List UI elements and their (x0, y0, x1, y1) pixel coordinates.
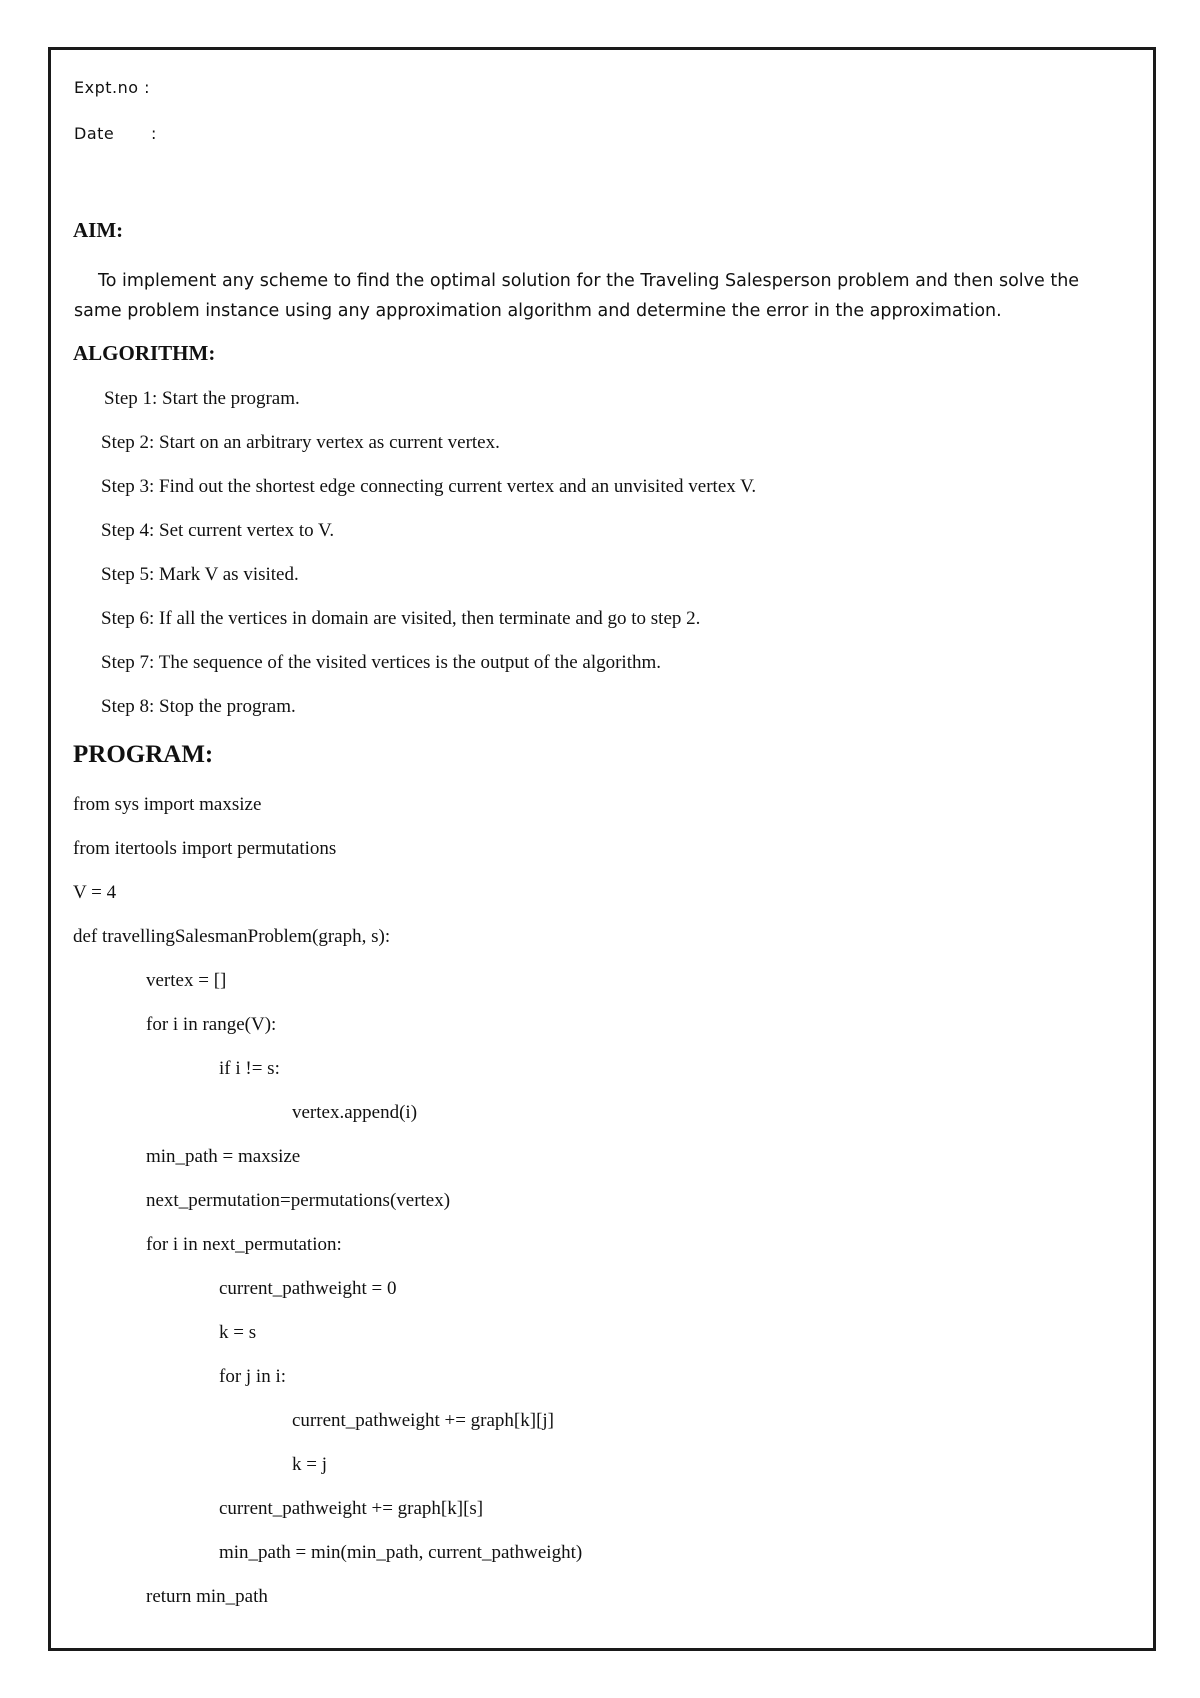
code-line: vertex.append(i) (292, 1102, 418, 1123)
code-line: current_pathweight += graph[k][s] (219, 1498, 484, 1519)
algorithm-step: Step 8: Stop the program. (101, 696, 296, 717)
date-label: Date (74, 124, 115, 143)
code-line: k = s (219, 1322, 257, 1343)
date-colon: : (151, 124, 157, 143)
code-line: min_path = min(min_path, current_pathweight) (219, 1542, 583, 1563)
algorithm-step: Step 4: Set current vertex to V. (101, 520, 335, 541)
code-line: from sys import maxsize (73, 794, 262, 815)
algorithm-step: Step 5: Mark V as visited. (101, 564, 299, 585)
code-line: from itertools import permutations (73, 838, 337, 859)
aim-heading: AIM: (73, 218, 124, 242)
algorithm-step: Step 1: Start the program. (104, 388, 300, 409)
code-line: for i in range(V): (146, 1014, 277, 1035)
algorithm-step: Step 7: The sequence of the visited vertices is the output of the algorithm. (101, 652, 662, 673)
code-line: V = 4 (73, 882, 117, 903)
code-line: min_path = maxsize (146, 1146, 301, 1167)
code-line: next_permutation=permutations(vertex) (146, 1190, 451, 1211)
expt-no-label: Expt.no : (74, 78, 150, 97)
code-line: current_pathweight = 0 (219, 1278, 397, 1299)
algorithm-heading: ALGORITHM: (73, 341, 216, 365)
algorithm-step: Step 3: Find out the shortest edge connecting current vertex and an unvisited vertex V. (101, 476, 757, 497)
code-line: return min_path (146, 1586, 268, 1607)
aim-paragraph: To implement any scheme to find the optimal solution for the Traveling Salesperson problem and then solve the same problem instance using any approximation algorithm and determine the error in the approximation. (74, 271, 1080, 321)
code-line: current_pathweight += graph[k][j] (292, 1410, 555, 1431)
algorithm-step: Step 6: If all the vertices in domain are visited, then terminate and go to step 2. (101, 608, 701, 629)
code-line: vertex = [] (146, 970, 227, 991)
code-line: if i != s: (219, 1058, 280, 1079)
program-heading: PROGRAM: (73, 741, 214, 768)
algorithm-step: Step 2: Start on an arbitrary vertex as current vertex. (101, 432, 500, 453)
code-line: k = j (292, 1454, 327, 1475)
code-line: for i in next_permutation: (146, 1234, 342, 1255)
code-line: def travellingSalesmanProblem(graph, s): (73, 926, 391, 947)
code-line: for j in i: (219, 1366, 287, 1387)
